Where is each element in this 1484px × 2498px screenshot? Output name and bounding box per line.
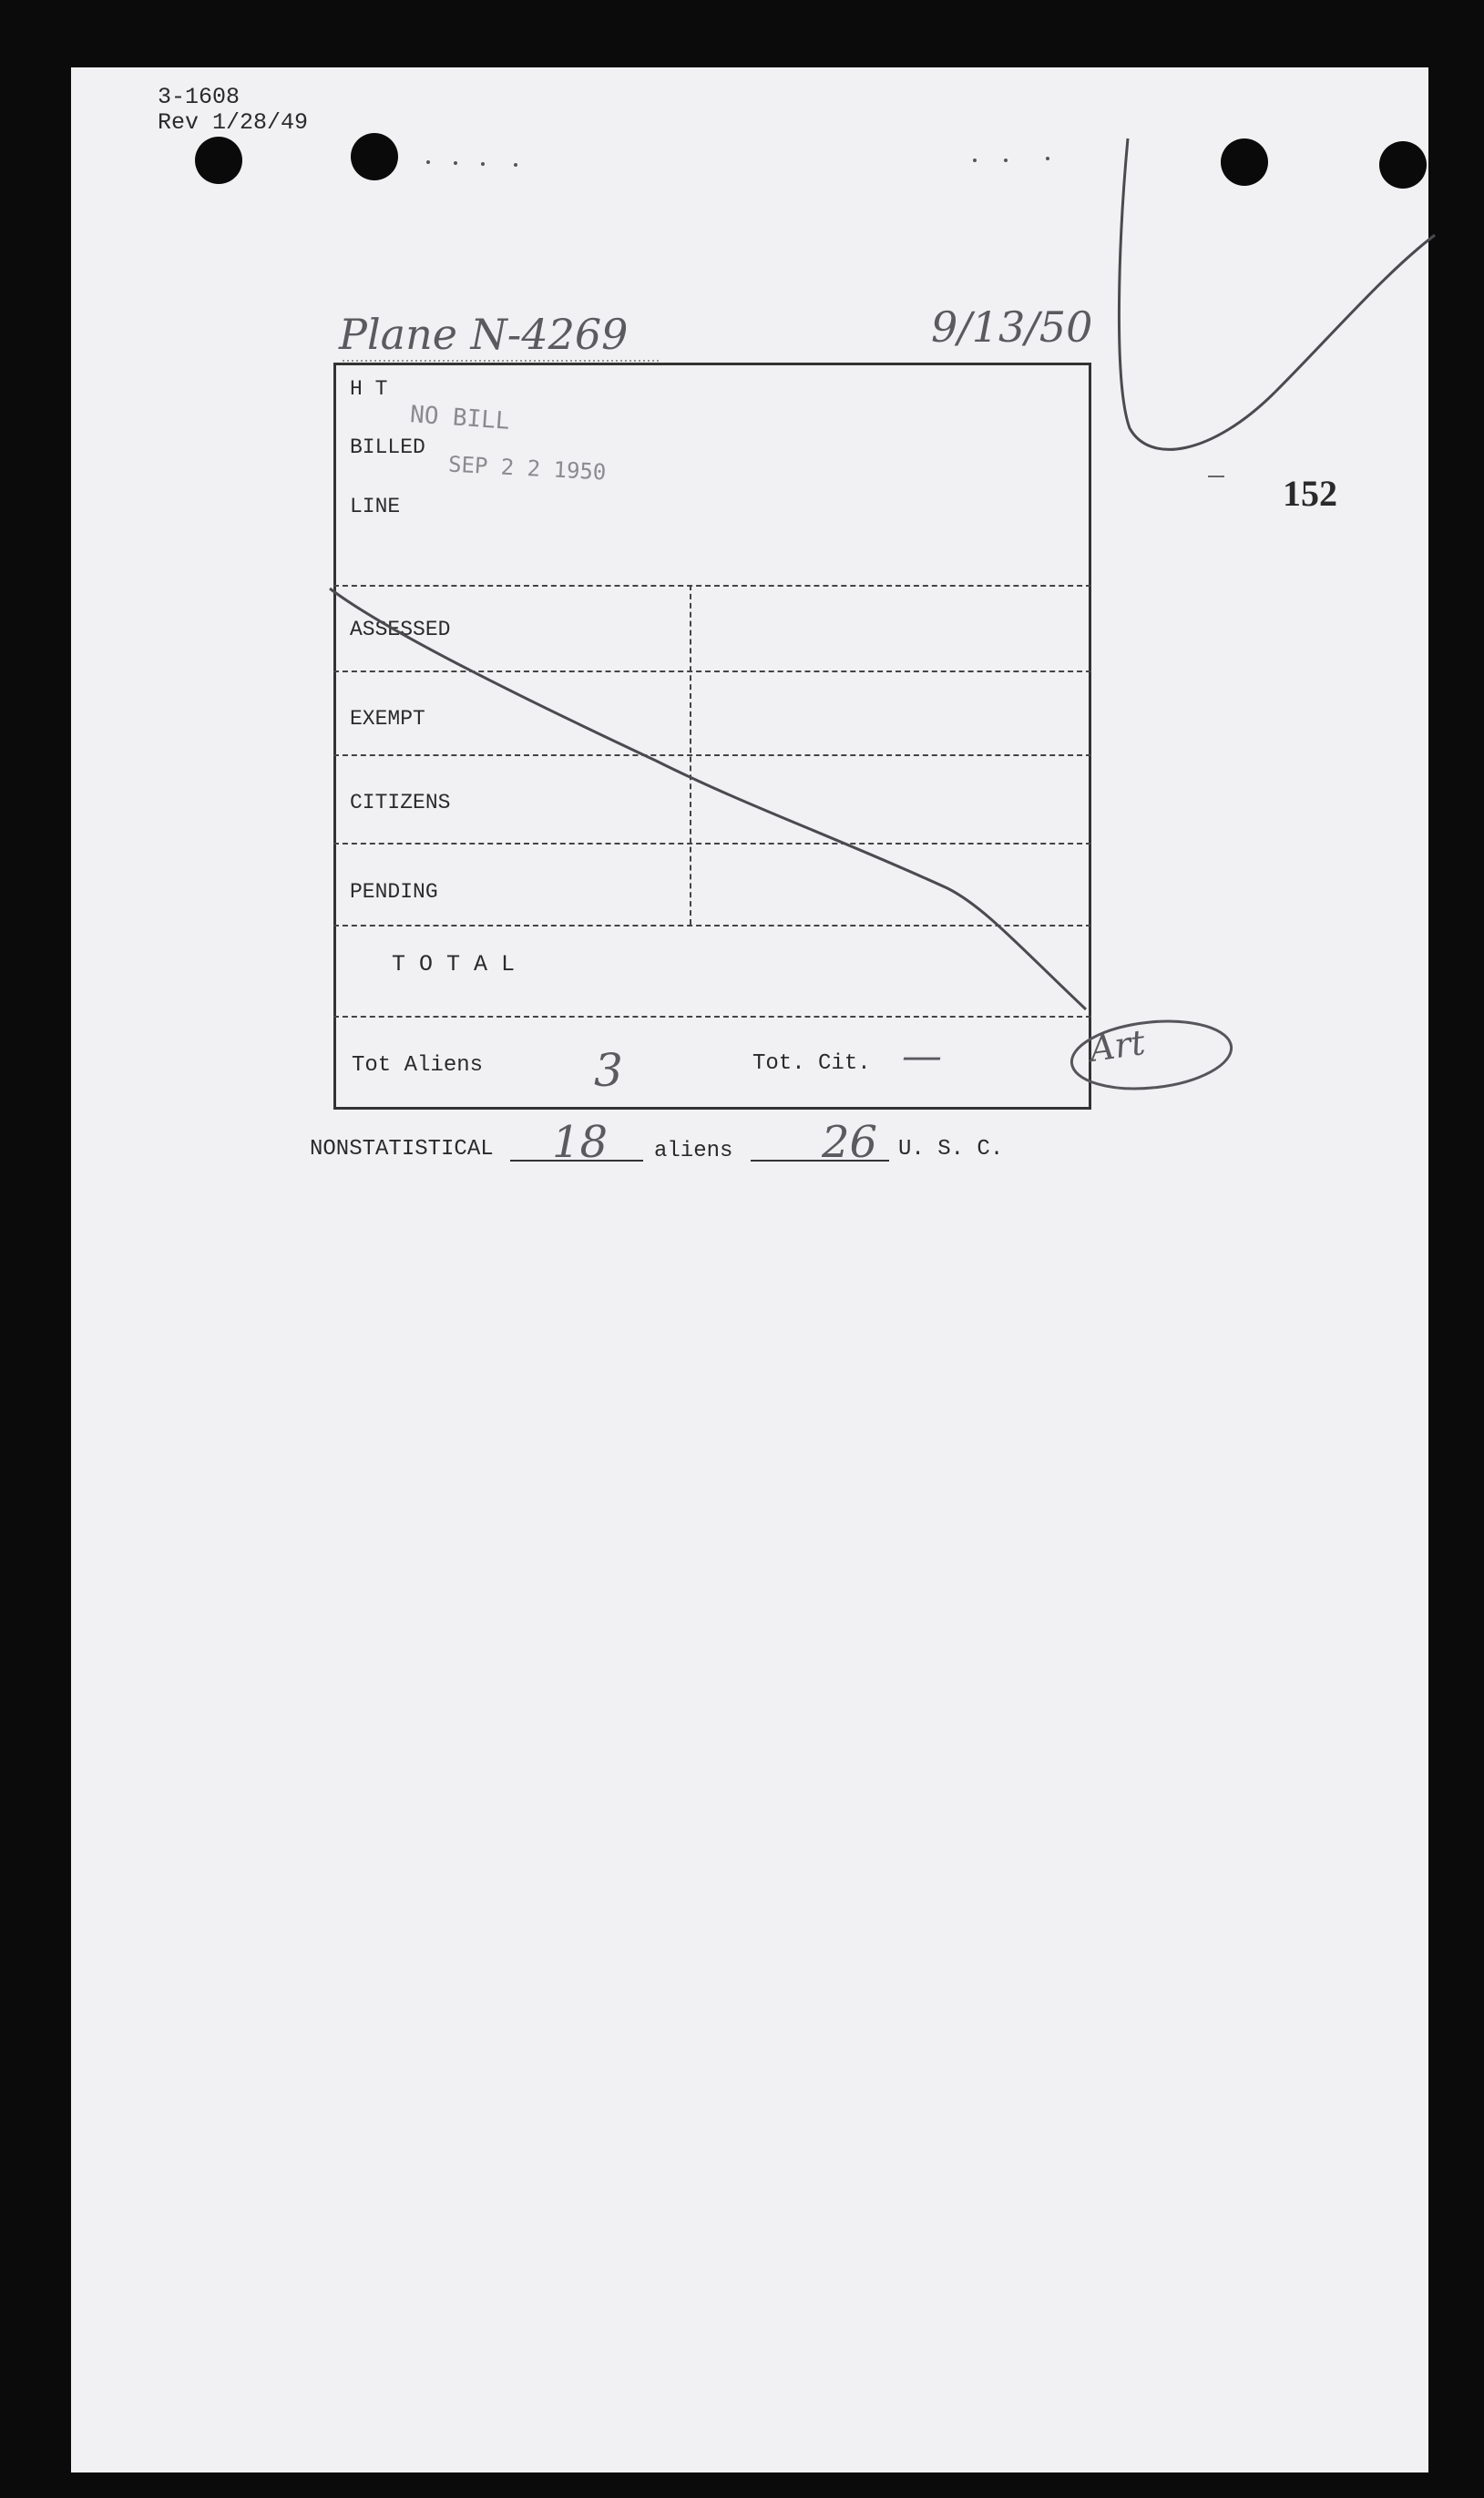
nonstat-aliens-label: aliens [654,1139,733,1163]
total-label: T O T A L [392,951,516,978]
row-label-pending: PENDING [350,880,438,904]
nonstat-usc-value: 26 [822,1117,878,1168]
stamp-date: SEP 2 2 1950 [447,451,608,486]
check-mark-stroke [1119,138,1435,449]
page-number: 152 [1283,473,1337,514]
no-bill-stamp: NO BILL [409,401,511,435]
initials: Art [1087,1021,1148,1070]
row-label-citizens: CITIZENS [350,791,451,814]
field-billed: BILLED [350,435,425,459]
tot-aliens-label: Tot Aliens [352,1053,484,1078]
field-ht: H T [350,377,388,401]
form-number: 3-1608 [158,84,241,110]
form-date: 9/13/50 [931,302,1093,352]
form-revision: Rev 1/28/49 [158,109,309,136]
scan-dots [426,157,1049,167]
tot-cit-label: Tot. Cit. [752,1051,871,1076]
nonstat-usc-label: U. S. C. [898,1137,1004,1162]
initials-circle [1069,1014,1235,1096]
tot-aliens-value: 3 [594,1044,623,1097]
plane-number: Plane N-4269 [339,310,629,359]
field-line: LINE [350,495,401,518]
diagonal-strike [330,589,1086,1009]
row-label-exempt: EXEMPT [350,707,425,731]
nonstat-label: NONSTATISTICAL [310,1137,494,1162]
tot-cit-value: — [902,1033,942,1080]
row-label-assessed: ASSESSED [350,618,451,641]
nonstat-aliens-value: 18 [552,1117,609,1168]
